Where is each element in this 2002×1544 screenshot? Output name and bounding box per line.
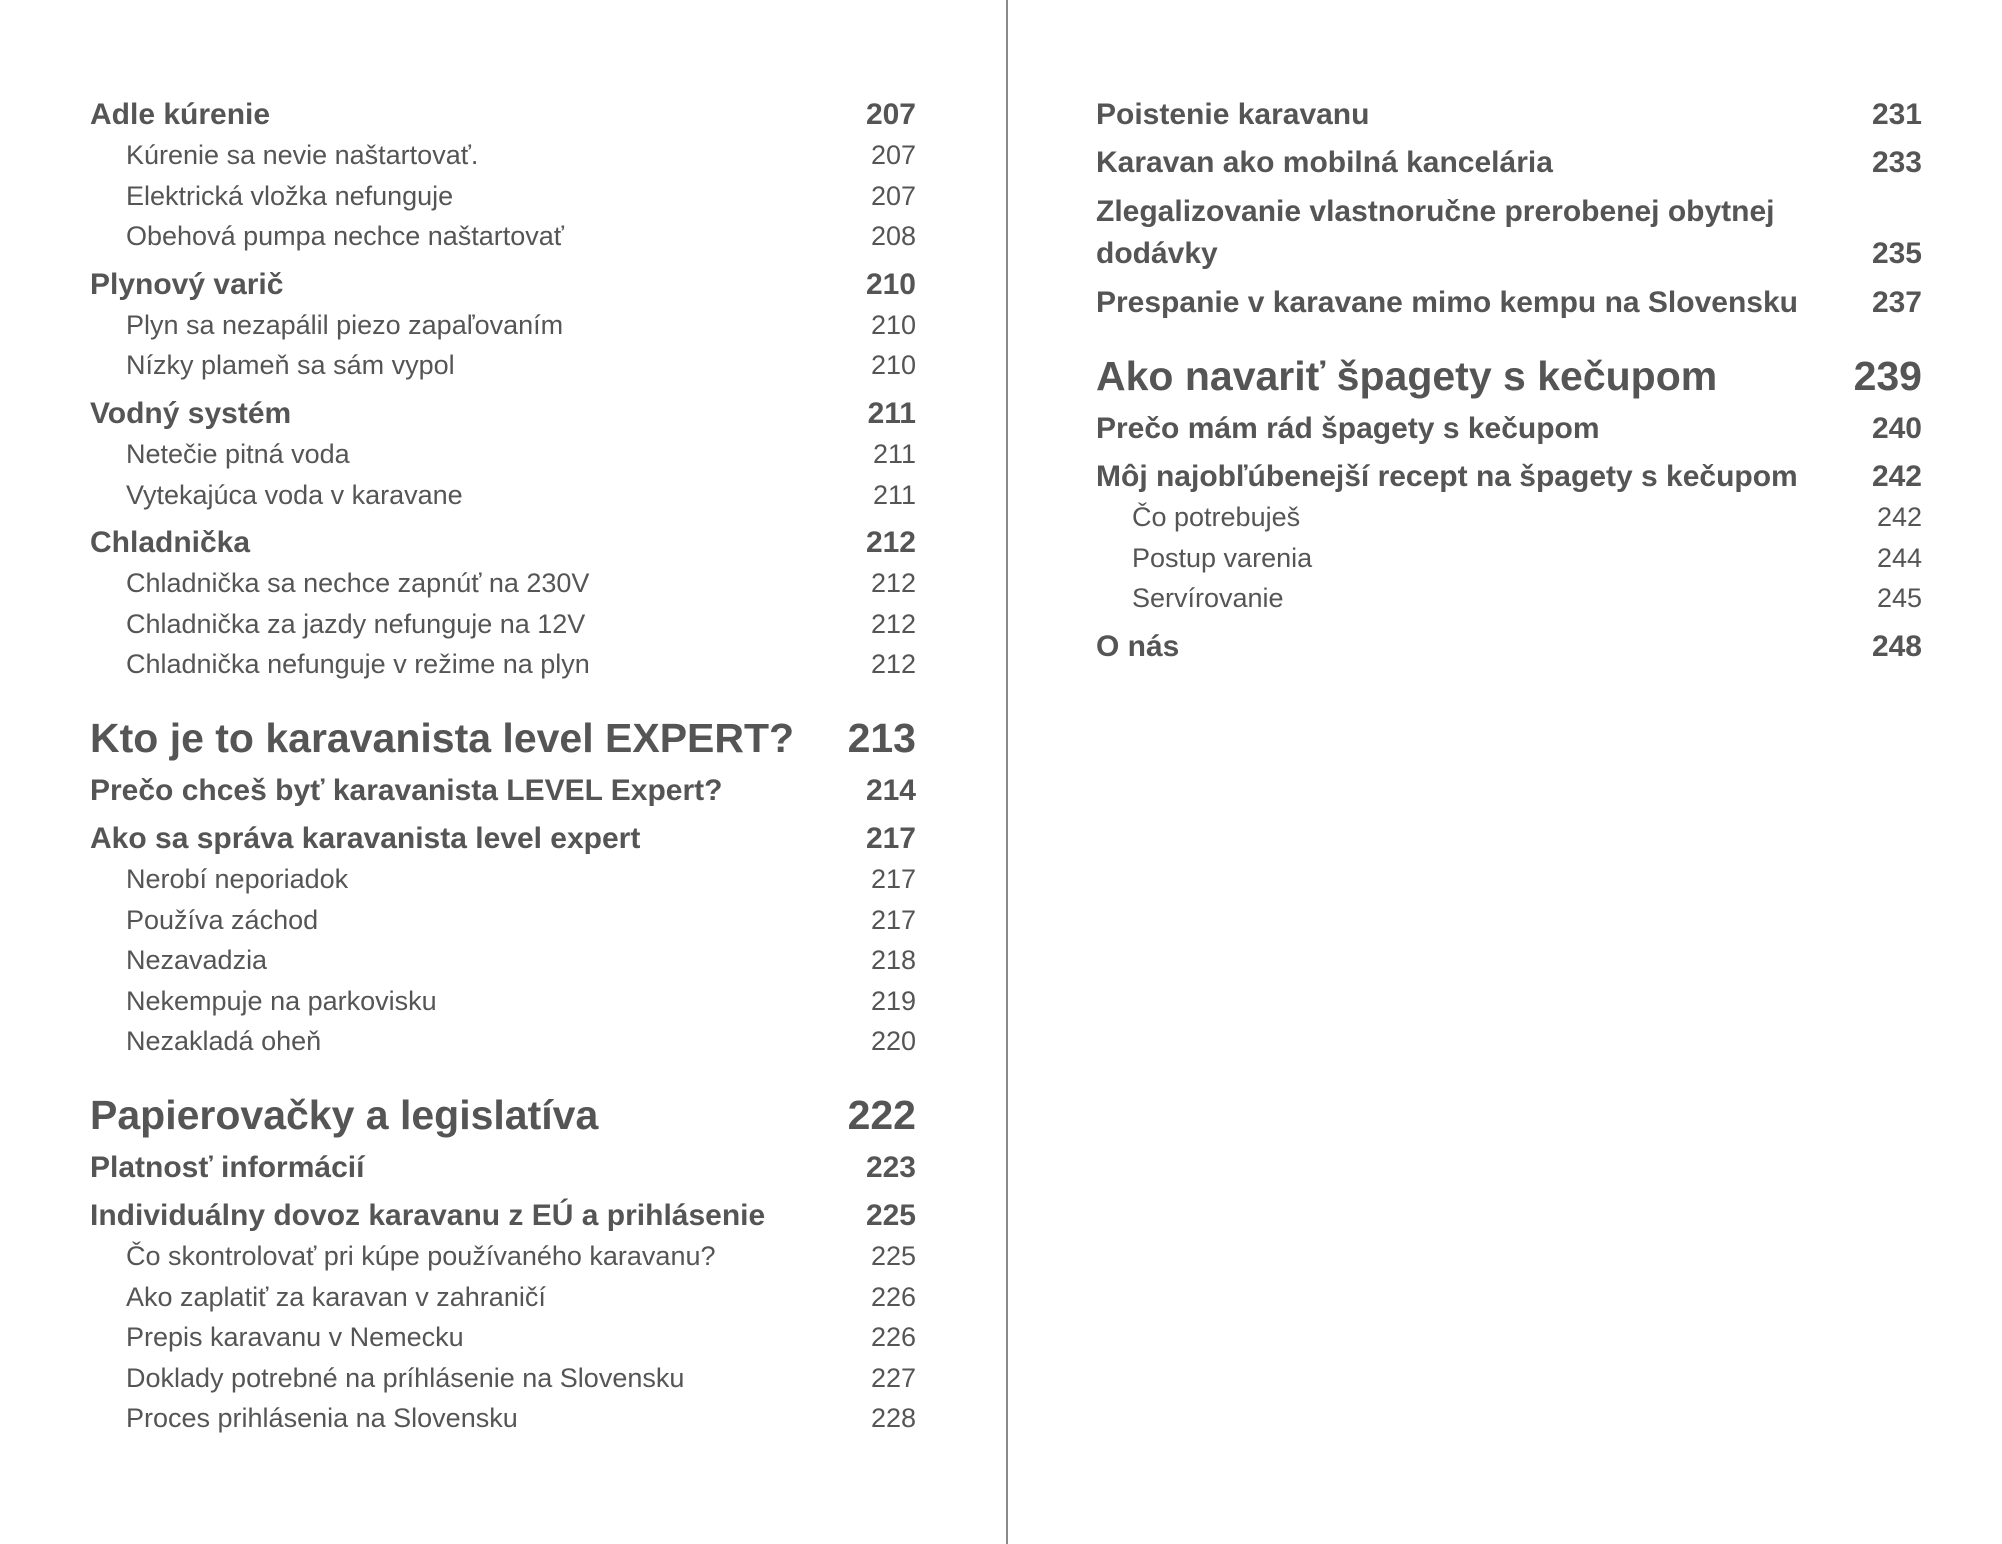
toc-entry-title: Chladnička [90, 526, 251, 560]
toc-sub-row [90, 940, 916, 981]
toc-entry-title: Nízky plameň sa sám vypol [126, 350, 455, 381]
toc-page-number: 212 [870, 568, 916, 599]
toc-entry-title: Elektrická vložka nefunguje [126, 180, 454, 211]
toc-page-number: 244 [1876, 542, 1922, 573]
toc-sub-row [1096, 497, 1922, 538]
toc-entry-title: Ako navariť špagety s kečupom [1096, 353, 1718, 399]
toc-entry-title: Môj najobľúbenejší recept na špagety s kečupom [1096, 460, 1798, 493]
toc-sub-row [90, 475, 916, 516]
toc-left-page [90, 95, 916, 1439]
toc-sub-row [90, 135, 916, 176]
toc-entry-title: Nezavadzia [126, 945, 268, 976]
toc-entry-title: Zlegalizovanie vlastnoručne prerobenej obytnej dodávky [1096, 195, 1775, 270]
toc-section-row [1096, 95, 1922, 135]
toc-entry-title: Nerobí neporiadok [126, 863, 349, 894]
toc-entry-title: Chladnička nefunguje v režime na plyn [126, 649, 590, 680]
toc-page-number: 222 [847, 1091, 916, 1138]
toc-page-number: 207 [870, 180, 916, 211]
toc-chapter-row [90, 713, 916, 763]
toc-entry-title: Karavan ako mobilná kancelária [1096, 146, 1553, 179]
toc-page-number: 210 [865, 267, 916, 301]
toc-page-number: 218 [870, 945, 916, 976]
toc-sub-row [1096, 578, 1922, 619]
toc-section-row [1096, 627, 1922, 667]
toc-page-number: 228 [870, 1403, 916, 1434]
toc-section-row [90, 265, 916, 305]
toc-sub-row [90, 434, 916, 475]
toc-entry-title: Prespanie v karavane mimo kempu na Slovensku [1096, 286, 1798, 319]
toc-sub-row [90, 644, 916, 685]
toc-entry-title: Individuálny dovoz karavanu z EÚ a prihlásenie [90, 1198, 766, 1232]
toc-page-number: 210 [870, 309, 916, 340]
toc-page-number: 211 [872, 438, 916, 469]
toc-page-number: 210 [870, 350, 916, 381]
toc-page-number: 225 [870, 1240, 916, 1271]
toc-entry-title: Vodný systém [90, 396, 292, 430]
toc-section-row [90, 771, 916, 811]
toc-entry-title: Obehová pumpa nechce naštartovať [126, 221, 564, 252]
toc-page-number: 231 [1871, 98, 1922, 131]
toc-page-number: 213 [847, 714, 916, 761]
toc-sub-row [90, 981, 916, 1022]
toc-entry-title: Platnosť informácií [90, 1150, 365, 1184]
toc-section-row [1096, 143, 1922, 183]
toc-entry-title: Proces prihlásenia na Slovensku [126, 1403, 518, 1434]
toc-sub-row [90, 345, 916, 386]
toc-page-number: 237 [1871, 286, 1922, 319]
toc-entry-title: Poistenie karavanu [1096, 98, 1370, 131]
page-spine-divider [1006, 0, 1008, 1544]
toc-section-row [1096, 409, 1922, 449]
toc-page-number: 217 [865, 821, 916, 855]
toc-sub-row [90, 604, 916, 645]
toc-page-number: 225 [865, 1198, 916, 1232]
toc-page-number: 226 [870, 1322, 916, 1353]
toc-entry-title: Papierovačky a legislatíva [90, 1091, 599, 1138]
toc-entry-title: Ako sa správa karavanista level expert [90, 821, 641, 855]
toc-right-page [1096, 95, 1922, 667]
toc-page-number: 211 [867, 396, 916, 430]
toc-entry-title: Postup varenia [1132, 542, 1313, 573]
toc-entry-title: Nezakladá oheň [126, 1026, 322, 1057]
toc-sub-row [90, 859, 916, 900]
toc-sub-row [90, 1236, 916, 1277]
toc-sub-row [1096, 538, 1922, 579]
toc-entry-title: Plyn sa nezapálil piezo zapaľovaním [126, 309, 564, 340]
toc-page-number: 208 [870, 221, 916, 252]
toc-page-number: 248 [1871, 629, 1922, 663]
toc-page-number: 227 [870, 1362, 916, 1393]
toc-section-row [90, 523, 916, 563]
toc-page-number: 223 [865, 1150, 916, 1184]
toc-sub-row [90, 563, 916, 604]
toc-page-number: 212 [870, 649, 916, 680]
toc-section-row [90, 819, 916, 859]
toc-page-number: 235 [1871, 237, 1922, 270]
toc-section-row [1096, 191, 1922, 275]
toc-sub-row [90, 216, 916, 257]
toc-entry-title: Prečo chceš byť karavanista LEVEL Expert? [90, 773, 723, 807]
toc-page-number: 217 [870, 863, 916, 894]
toc-entry-title: Servírovanie [1132, 583, 1284, 614]
toc-entry-title: Prepis karavanu v Nemecku [126, 1322, 464, 1353]
toc-entry-title: Kto je to karavanista level EXPERT? [90, 714, 795, 761]
toc-sub-row [90, 1398, 916, 1439]
toc-entry-title: Ako zaplatiť za karavan v zahraničí [126, 1281, 546, 1312]
toc-chapter-row [90, 1090, 916, 1140]
toc-page-number: 217 [870, 904, 916, 935]
toc-page-number: 242 [1871, 460, 1922, 493]
toc-page-number: 240 [1871, 412, 1922, 445]
toc-sub-row [90, 305, 916, 346]
toc-entry-title: Nekempuje na parkovisku [126, 985, 437, 1016]
toc-chapter-row [1096, 351, 1922, 401]
toc-sub-row [90, 1277, 916, 1318]
toc-page-number: 219 [870, 985, 916, 1016]
toc-page-number: 245 [1876, 583, 1922, 614]
toc-entry-title: Čo potrebuješ [1132, 502, 1301, 532]
toc-sub-row [90, 900, 916, 941]
toc-entry-title: Adle kúrenie [90, 98, 271, 131]
toc-section-row [90, 95, 916, 135]
toc-page-number: 207 [865, 98, 916, 131]
toc-entry-title: Kúrenie sa nevie naštartovať. [126, 140, 479, 170]
toc-page-number: 212 [870, 608, 916, 639]
toc-page-number: 239 [1853, 353, 1922, 399]
toc-entry-title: Čo skontrolovať pri kúpe používaného karavanu? [126, 1240, 716, 1271]
toc-entry-title: O nás [1096, 629, 1180, 663]
toc-page-number: 242 [1876, 502, 1922, 532]
toc-page-number: 226 [870, 1281, 916, 1312]
toc-entry-title: Netečie pitná voda [126, 438, 350, 469]
toc-sub-row [90, 176, 916, 217]
toc-page-number: 214 [865, 773, 916, 807]
toc-sub-row [90, 1021, 916, 1062]
toc-sub-row [90, 1317, 916, 1358]
toc-section-row [90, 1196, 916, 1236]
toc-section-row [90, 1148, 916, 1188]
toc-page-number: 233 [1871, 146, 1922, 179]
toc-entry-title: Chladnička sa nechce zapnúť na 230V [126, 568, 590, 599]
toc-section-row [1096, 457, 1922, 497]
toc-page-number: 212 [865, 526, 916, 560]
toc-section-row [90, 394, 916, 434]
toc-page-number: 207 [870, 140, 916, 170]
toc-entry-title: Vytekajúca voda v karavane [126, 479, 463, 510]
toc-entry-title: Prečo mám rád špagety s kečupom [1096, 412, 1600, 445]
toc-entry-title: Používa záchod [126, 904, 319, 935]
toc-page-number: 211 [872, 479, 916, 510]
toc-sub-row [90, 1358, 916, 1399]
toc-section-row [1096, 283, 1922, 323]
toc-entry-title: Chladnička za jazdy nefunguje na 12V [126, 608, 586, 639]
toc-page-number: 220 [870, 1026, 916, 1057]
toc-entry-title: Plynový varič [90, 267, 284, 301]
toc-entry-title: Doklady potrebné na príhlásenie na Slovensku [126, 1362, 685, 1393]
